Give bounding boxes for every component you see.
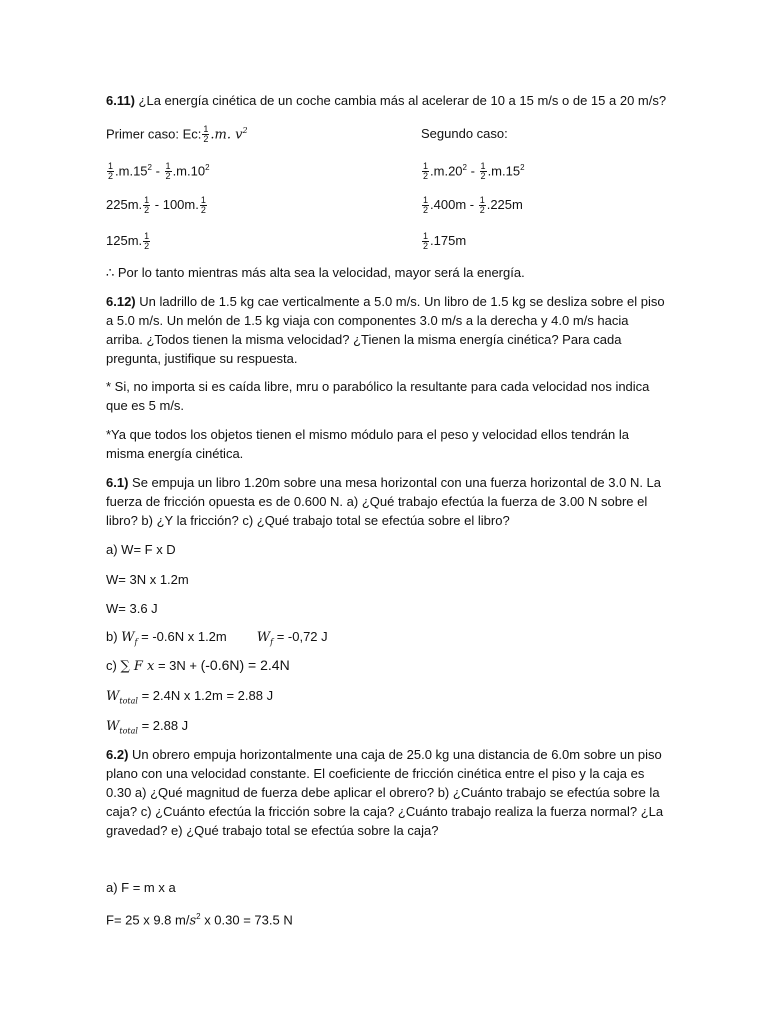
row3-left: 125m. $\frac{1}{2}$: [106, 231, 150, 252]
answer-b: b) $W_f = -0.6N$ x 1.2m $W_f = -0,72$ J: [106, 629, 328, 647]
answer-c: c) ∑ F x = 3N + (-0.6N) = 2.4N: [106, 657, 290, 674]
row1-left: $\frac{1}{2}$ $.m.15^2$ - $\frac{1}{2}$ $.m.10^2$: [108, 161, 210, 182]
row1-right: $\frac{1}{2}$ $.m.20^2$ - $\frac{1}{2}$ $.m.15^2$: [423, 161, 525, 182]
answer-6-2-a2: F= 25 x 9.8 $m/s^2$ x 0.30 = 73.5 N: [106, 912, 293, 929]
question-number: 6.11): [106, 93, 135, 108]
row3-right: $\frac{1}{2}$ .175m: [423, 231, 467, 252]
primer-caso-label: Primer caso: Ec:: [106, 126, 202, 142]
answer-6-2-a1: a) F = m x a: [106, 880, 176, 895]
question-text: Un obrero empuja horizontalmente una caja de 25.0 kg una distancia de 6.0m sobre un piso plano con una velocidad constante. El coeficiente de fricción cinética entre el piso y la caja es 0.30 a) ¿Qué magnitud de fuerza debe aplicar el obrero? b) ¿Cuánto trabajo se efectúa sobre la caja? c) ¿Cuánto efectúa la fricción sobre la caja? ¿Cuánto trabajo realiza la fuerza normal? ¿La gravedad? e) ¿Qué trabajo total se efectúa sobre la caja?: [106, 747, 664, 838]
row2-left: 225m. $\frac{1}{2}$ - 100m. $\frac{1}{2}$: [106, 195, 206, 216]
segundo-caso-label: Segundo caso:: [421, 126, 508, 141]
question-number: 6.1): [106, 475, 129, 490]
fraction: $\frac{1}{2}$: [203, 124, 209, 145]
question-6-2: [106, 745, 666, 840]
question-text: ¿La energía cinética de un coche cambia más al acelerar de 10 a 15 m/s o de 15 a 20 m/s?: [138, 93, 667, 108]
question-number: 6.12): [106, 294, 136, 309]
conclusion: ∴ Por lo tanto mientras más alta sea la velocidad, mayor será la energía.: [106, 265, 525, 280]
answer-6-12-b: *Ya que todos los objetos tienen el mismo módulo para el peso y velocidad ellos tendrán la misma energía cinética.: [106, 427, 629, 461]
row2-right: $\frac{1}{2}$ .400m - $\frac{1}{2}$ .225m: [423, 195, 523, 216]
answer-6-12-a: * Si, no importa si es caída libre, mru o parabólico la resultante para cada velocidad nos indica que es 5 m/s.: [106, 379, 650, 413]
question-6-1: [106, 473, 666, 530]
question-text: Un ladrillo de 1.5 kg cae verticalmente a 5.0 m/s. Un libro de 1.5 kg se desliza sobre el piso a 5.0 m/s. Un melón de 1.5 kg viaja con componentes 3.0 m/s a la derecha y 4.0 m/s hacia arriba. ¿Todos tienen la misma velocidad? ¿Tienen la misma energía cinética? Para cada pregunta, justifique su respuesta.: [106, 294, 665, 366]
answer-a-line1: a) W= F x D: [106, 542, 176, 557]
answer-a-line2: W= 3N x 1.2m: [106, 572, 189, 587]
question-text: Se empuja un libro 1.20m sobre una mesa horizontal con una fuerza horizontal de 3.0 N. La fuerza de fricción opuesta es de 0.600 N. a) ¿Qué trabajo efectúa la fuerza de 3.00 N sobre el libro? b) ¿Y la fricción? c) ¿Qué trabajo total se efectúa sobre el libro?: [106, 475, 662, 528]
question-6-12: [106, 292, 666, 368]
primer-caso: Primer caso: Ec: $\frac{1}{2}$ .m. $v^2$: [106, 124, 248, 145]
total-work-line1: $W_{total} = 2.4N$ x 1.2m = 2.88 J: [106, 688, 274, 706]
formula: m. v: [214, 127, 243, 143]
question-6-11: [106, 91, 666, 110]
question-number: 6.2): [106, 747, 129, 762]
total-work-line2: $W_{total} = 2.88$ J: [106, 718, 189, 736]
answer-a-line3: W= 3.6 J: [106, 601, 158, 616]
